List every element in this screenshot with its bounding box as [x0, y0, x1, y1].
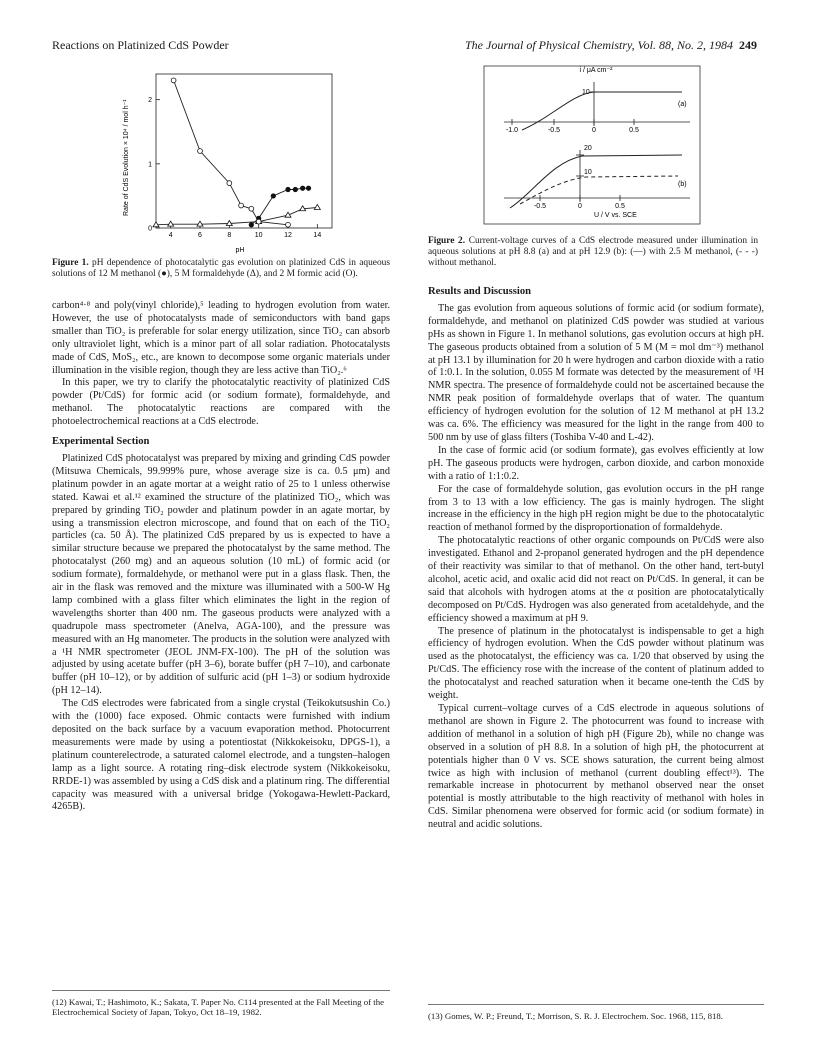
data-point-formaldehyde: [314, 204, 320, 209]
figure-2-caption-text: Current-voltage curves of a CdS electrode measured under illumination in aqueous solutions at pH 8.8 (a) and at pH 12.9 (b): (—) with 2.5 M methanol, (- - -) without methanol.: [428, 236, 759, 269]
figure-2-chart: [482, 62, 704, 228]
running-header: Reactions on Platinized CdS Powder: [52, 38, 229, 52]
series-line: [156, 208, 317, 225]
data-point-formic-acid: [239, 203, 244, 208]
figure-2-caption: [428, 236, 758, 270]
data-point-methanol: [300, 186, 305, 191]
series-line: [174, 80, 288, 224]
paragraph: Typical current–voltage curves of a CdS electrode in aqueous solutions of methanol are shown in Figure 2. The photocurrent was found to increase with addition of methanol in a solution of high pH (Figure 2b), while no change was observed in a solution of pH 8.8. In a solution of high pH, the photocurrent at potentials higher than 0 V vs. SCE shows saturation, the current being almost twice as high with inclusion of methanol (current doubling effect¹³). The remarkable increase in photocurrent by methanol observed near the onset potential is mostly attributable to the high reactivity of methanol with holes in CdS. Similar phenomena were observed for formic acid (or sodium formate) in neutral and acidic solutions.: [428, 703, 764, 831]
data-point-formic-acid: [227, 181, 232, 186]
paragraph: In this paper, we try to clarify the photocatalytic reactivity of platinized CdS powder (Pt/CdS) for formic acid (or sodium formate), formaldehyde, and methanol. The photocatalytic reactions are compared with the photoelectrochemical reactions at a CdS electrode.: [52, 377, 390, 428]
x-tick-label: -0.5: [533, 203, 547, 210]
data-point-formic-acid: [286, 222, 291, 227]
x-tick-label: -1.0: [505, 127, 519, 134]
data-point-methanol: [249, 222, 254, 227]
data-point-methanol: [271, 193, 276, 198]
figure-2b-ticks: [534, 195, 625, 210]
figure-1-marks: [153, 78, 320, 227]
footnote-13: (13) Gomes, W. P.; Freund, T.; Morrison, S. R. J. Electrochem. Soc. 1968, 115, 818.: [428, 1004, 764, 1021]
x-tick-label: 14: [313, 232, 322, 239]
y-tick-label: 1: [148, 161, 152, 169]
figure-2a-ytick: 10: [582, 89, 590, 96]
data-point-methanol: [306, 186, 311, 191]
journal-citation: [465, 38, 757, 53]
figure-1-ylabel: Rate of CdS Evolution × 10⁴ / mol h⁻¹: [123, 99, 130, 216]
y-tick-label: 2: [148, 97, 152, 105]
figure-2-top-label: i / μA cm⁻²: [579, 67, 613, 74]
paragraph: The photocatalytic reactions of other organic compounds on Pt/CdS were also investigated. Ethanol and 2-propanol generated hydrogen and the pH dependence of their reactivity was similar to that of methanol. On the other hand, tert-butyl alcohol, acetic acid, and oxalic acid did not react on Pt/CdS. In general, it can be said that alcohols with hydrogen atoms at the α position are photocatalytically decomposed on Pt/CdS. Hydrogen was also generated from acetaldehyde, and the efficiency showed a maximum at pH 9.: [428, 535, 764, 624]
data-point-formic-acid: [249, 206, 254, 211]
page-number: 249: [739, 38, 757, 52]
x-tick-label: 0.5: [615, 203, 625, 210]
x-tick-label: 6: [198, 232, 202, 239]
data-point-formaldehyde: [197, 221, 203, 226]
data-point-formaldehyde: [168, 221, 174, 226]
data-point-methanol: [285, 187, 290, 192]
data-point-formic-acid: [198, 149, 203, 154]
figure-2b-curve-no-methanol: [520, 176, 678, 204]
figure-1-chart: [120, 66, 350, 254]
figure-2-xlabel: U / V vs. SCE: [594, 212, 637, 219]
journal-name: The Journal of Physical Chemistry, Vol. 88, No. 2, 1984: [465, 38, 733, 52]
figure-2-caption-label: Figure 2.: [428, 236, 466, 246]
section-heading-results: Results and Discussion: [428, 286, 532, 297]
footnote-12: (12) Kawai, T.; Hashimoto, K.; Sakata, T. Paper No. C114 presented at the Fall Meeting of the Electrochemical Society of Japan, Tokyo, Oct 18–19, 1982.: [52, 990, 390, 1018]
y-tick-label: 0: [148, 225, 152, 233]
figure-1-axes: [148, 74, 332, 239]
figure-2b-curve-methanol: [510, 155, 682, 208]
figure-2-label-a: (a): [678, 101, 687, 108]
right-column: [428, 282, 764, 832]
x-tick-label: 12: [284, 232, 292, 239]
x-tick-label: 0.5: [629, 127, 639, 134]
figure-2-label-b: (b): [678, 181, 687, 188]
figure-1-caption-label: Figure 1.: [52, 258, 89, 268]
figure-2b-ytick-20: 20: [584, 145, 592, 152]
figure-1-frame: [156, 74, 332, 228]
figure-2b-ytick-10: 10: [584, 169, 592, 176]
x-tick-label: 0: [592, 127, 596, 134]
x-tick-label: 4: [168, 232, 173, 239]
section-heading-experimental: Experimental Section: [52, 436, 150, 448]
figure-1-caption-text: pH dependence of photocatalytic gas evolution on platinized CdS in aqueous solutions of 12 M methanol (●), 5 M formaldehyde (Δ), and 2 M formic acid (O).: [52, 258, 390, 280]
paragraph: For the case of formaldehyde solution, gas evolution occurs in the pH range from 3 to 13 with a low efficiency. The gas is mainly hydrogen. The slight increase in the efficiency in the high pH region might be due to the photocatalytic reaction of methanol formed by the disproportionation of formaldehyde.: [428, 483, 764, 534]
left-column: [52, 300, 390, 814]
data-point-formic-acid: [171, 78, 176, 83]
x-tick-label: 8: [227, 232, 232, 239]
figure-1-caption: [52, 258, 390, 280]
paragraph: Platinized CdS photocatalyst was prepared by mixing and grinding CdS powder (Mitsuwa Chemicals, 99.999% pure, whose average size is ca. 0.5 μm) and platinum powder in an agate mortar at a weight ratio of 25 to 1 unless otherwise stated. Kawai et al.¹² examined the structure of the platinized TiO₂, which was prepared by grinding TiO₂ powder and platinum powder in an agate mortar, by using a transmission electron microscope, and found that on each of the TiO₂ particles (ca. 50 Å). The platinized CdS prepared by us is expected to have a similar structure because we prepared the photocatalyst by the same method. The photocatalyst (260 mg) and an aqueous solution (10 mL) of formic acid (or sodium formate), formaldehyde, or methanol were put in a glass flask. Then, the air in the flask was removed and the mixture was illuminated with a 500-W Hg lamp combined with a glass filter which eliminates the light in the region of wavelengths shorter than 400 nm. The gaseous products were analyzed with a quadrupole mass spectrometer (Anelva, AGA-100), and the pressure was measured with an Hg manometer. The products in the solution were analyzed with a ¹H NMR spectrometer (JEOL JNM-FX-100). The pH of the solution was adjusted by using acetate buffer (pH 3–6), borate buffer (pH 7–10), and carbonate buffer (pH 10–12), or by addition of sulfuric acid (pH 1–3) or sodium hydroxide (pH 12–14).: [52, 452, 390, 697]
figure-1-xlabel: pH: [235, 247, 245, 254]
paragraph: The gas evolution from aqueous solutions of formic acid (or sodium formate), formaldehyde, and methanol on platinized CdS powder was studied at various pHs as shown in Figure 1. In methanol solutions, gas evolution occurs at high pH. The gaseous products obtained from a solution of 5 M (M = mol dm⁻³) methanol at pH 13.1 by illumination for 20 h were hydrogen and carbon dioxide with a ratio of 1:0.1. In the solution, 0.055 M formate was detected by the measurement of ¹H NMR spectra. The presence of formaldehyde could not be ascertained because the NMR peak position of formaldehyde overlaps that of water. The quantum efficiency of hydrogen evolution for the solution of 12 M methanol at pH 13.2 was ca. 6%. The efficiency was measured for the light in the range from 400 to 500 nm by use of glass filters (Toshiba V-40 and L-42).: [428, 302, 764, 443]
data-point-formic-acid: [256, 219, 261, 224]
figure-2a-ticks: [506, 119, 639, 134]
x-tick-label: -0.5: [547, 127, 561, 134]
paragraph: The presence of platinum in the photocatalyst is indispensable to get a high efficiency of hydrogen evolution. When the CdS powder without platinum was used as the photocatalyst, the efficiency was ca. 1/20 that observed by using the Pt/CdS. The efficiency rose with the increase of the content of platinum added to the photocatalyst and reached saturation when it became one-tenth the CdS by weight.: [428, 625, 764, 702]
paragraph: In the case of formic acid (or sodium formate), gas evolves efficiently at low pH. The gaseous products were hydrogen, carbon dioxide, and carbon monoxide with a ratio of 1:1:0.2.: [428, 444, 764, 482]
paragraph: carbon⁴·⁸ and poly(vinyl chloride),⁵ leading to hydrogen evolution from water. However, the use of photocatalysts made of semiconductors with band gaps smaller than TiO₂ is preferable for solar energy utilization, since TiO₂ can absorb only ultraviolet light, which is a minor part of all solar radiation. Photocatalysts made of CdS, MoS₂, etc., are known to decompose some organic materials under illumination in the visible region, though they are less active than TiO₂.⁶: [52, 300, 390, 376]
x-tick-label: 0: [578, 203, 582, 210]
x-tick-label: 10: [254, 232, 263, 239]
paragraph: The CdS electrodes were fabricated from a single crystal (Teikokutsushin Co.) with the (1000) face exposed. Ohmic contacts were furnished with indium deposited on the back surface by a vacuum evaporation method. Photocurrent measurements were made by using a potentiostat (Nikkokeisoku, DPGS-1), a platinum counterelectrode, a saturated calomel electrode, and a tungsten–halogen lamp as a light source. A rotating ring–disk electrode system (Nikkokeisoku, RRDE-1) was assembled by using a CdS disk and a platinum ring. The differential capacity was measured with a universal bridge (Yokogawa-Hewlett-Packard, 4265B).: [52, 698, 390, 813]
data-point-methanol: [293, 187, 298, 192]
figure-2a-curve: [522, 92, 682, 130]
